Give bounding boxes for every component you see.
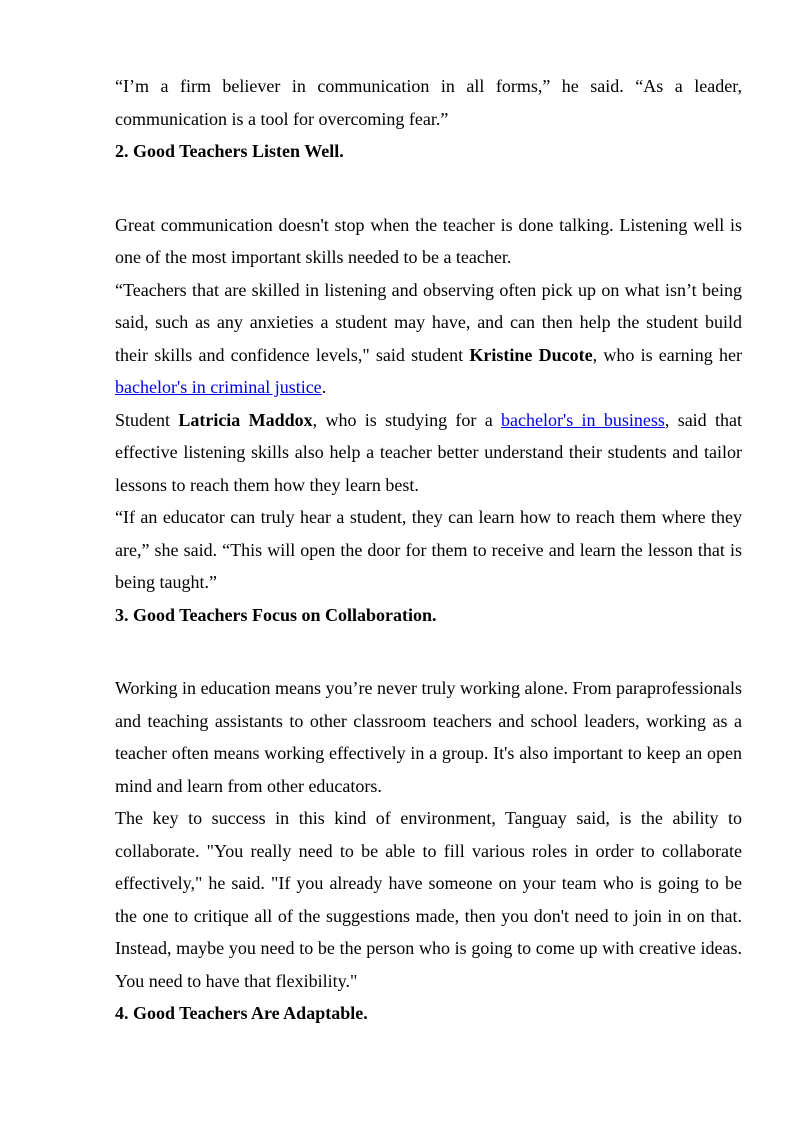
paragraph-working-in-education: Working in education means you’re never truly working alone. From paraprofessionals and teaching assistants to other classroom teachers and school leaders, working as a teacher often means working effectively in a group. It's also important to keep an open mind and learn from other educators. [115, 678, 742, 796]
spacer [115, 168, 742, 209]
paragraph-ducote-quote [115, 274, 742, 404]
paragraph-listening-intro: Great communication doesn't stop when the teacher is done talking. Listening well is one of the most important skills needed to be a teacher. [115, 214, 742, 267]
ducote-text-c: . [321, 377, 327, 397]
heading-collaboration: 3. Good Teachers Focus on Collaboration. [115, 604, 437, 625]
link-criminal-justice[interactable]: bachelor's in criminal justice [115, 377, 322, 397]
heading-adaptable: 4. Good Teachers Are Adaptable. [115, 1003, 368, 1023]
ducote-text-b: , who is earning her [592, 344, 742, 365]
student-name-maddox: Latricia Maddox [178, 409, 313, 430]
link-business[interactable]: bachelor's in business [501, 409, 665, 430]
heading-listen-well: 2. Good Teachers Listen Well. [115, 141, 344, 161]
maddox-text-a: Student [115, 409, 179, 430]
maddox-text-c: , said that effective listening skills also help a teacher better understand their students and tailor lessons to reach them how they learn best. [115, 409, 742, 495]
paragraph-tanguay-quote: The key to success in this kind of environment, Tanguay said, is the ability to collaborate. "You really need to be able to fill various roles in order to collaborate effectively," he said. "If you already have someone on your team who is going to be the one to critique all of the suggestions made, then you don't need to join in on that. Instead, maybe you need to be the person who is going to come up with creative ideas. You need to have that flexibility." [115, 808, 742, 991]
spacer [115, 631, 742, 672]
paragraph-maddox [115, 404, 742, 502]
ducote-text-a: “Teachers that are skilled in listening and observing often pick up on what isn’t being said, such as any anxieties a student may have, and can then help the student build their skills and confidence levels," said student [115, 279, 742, 365]
student-name-ducote: Kristine Ducote [469, 344, 593, 365]
paragraph-educator-quote: “If an educator can truly hear a student, they can learn how to reach them where they are,” she said. “This will open the door for them to receive and learn the lesson that is being taught.” [115, 507, 742, 592]
document-page [115, 70, 742, 1030]
paragraph-quote-communication: “I’m a firm believer in communication in all forms,” he said. “As a leader, communication is a tool for overcoming fear.” [115, 76, 742, 129]
maddox-text-b: , who is studying for a [312, 409, 502, 430]
